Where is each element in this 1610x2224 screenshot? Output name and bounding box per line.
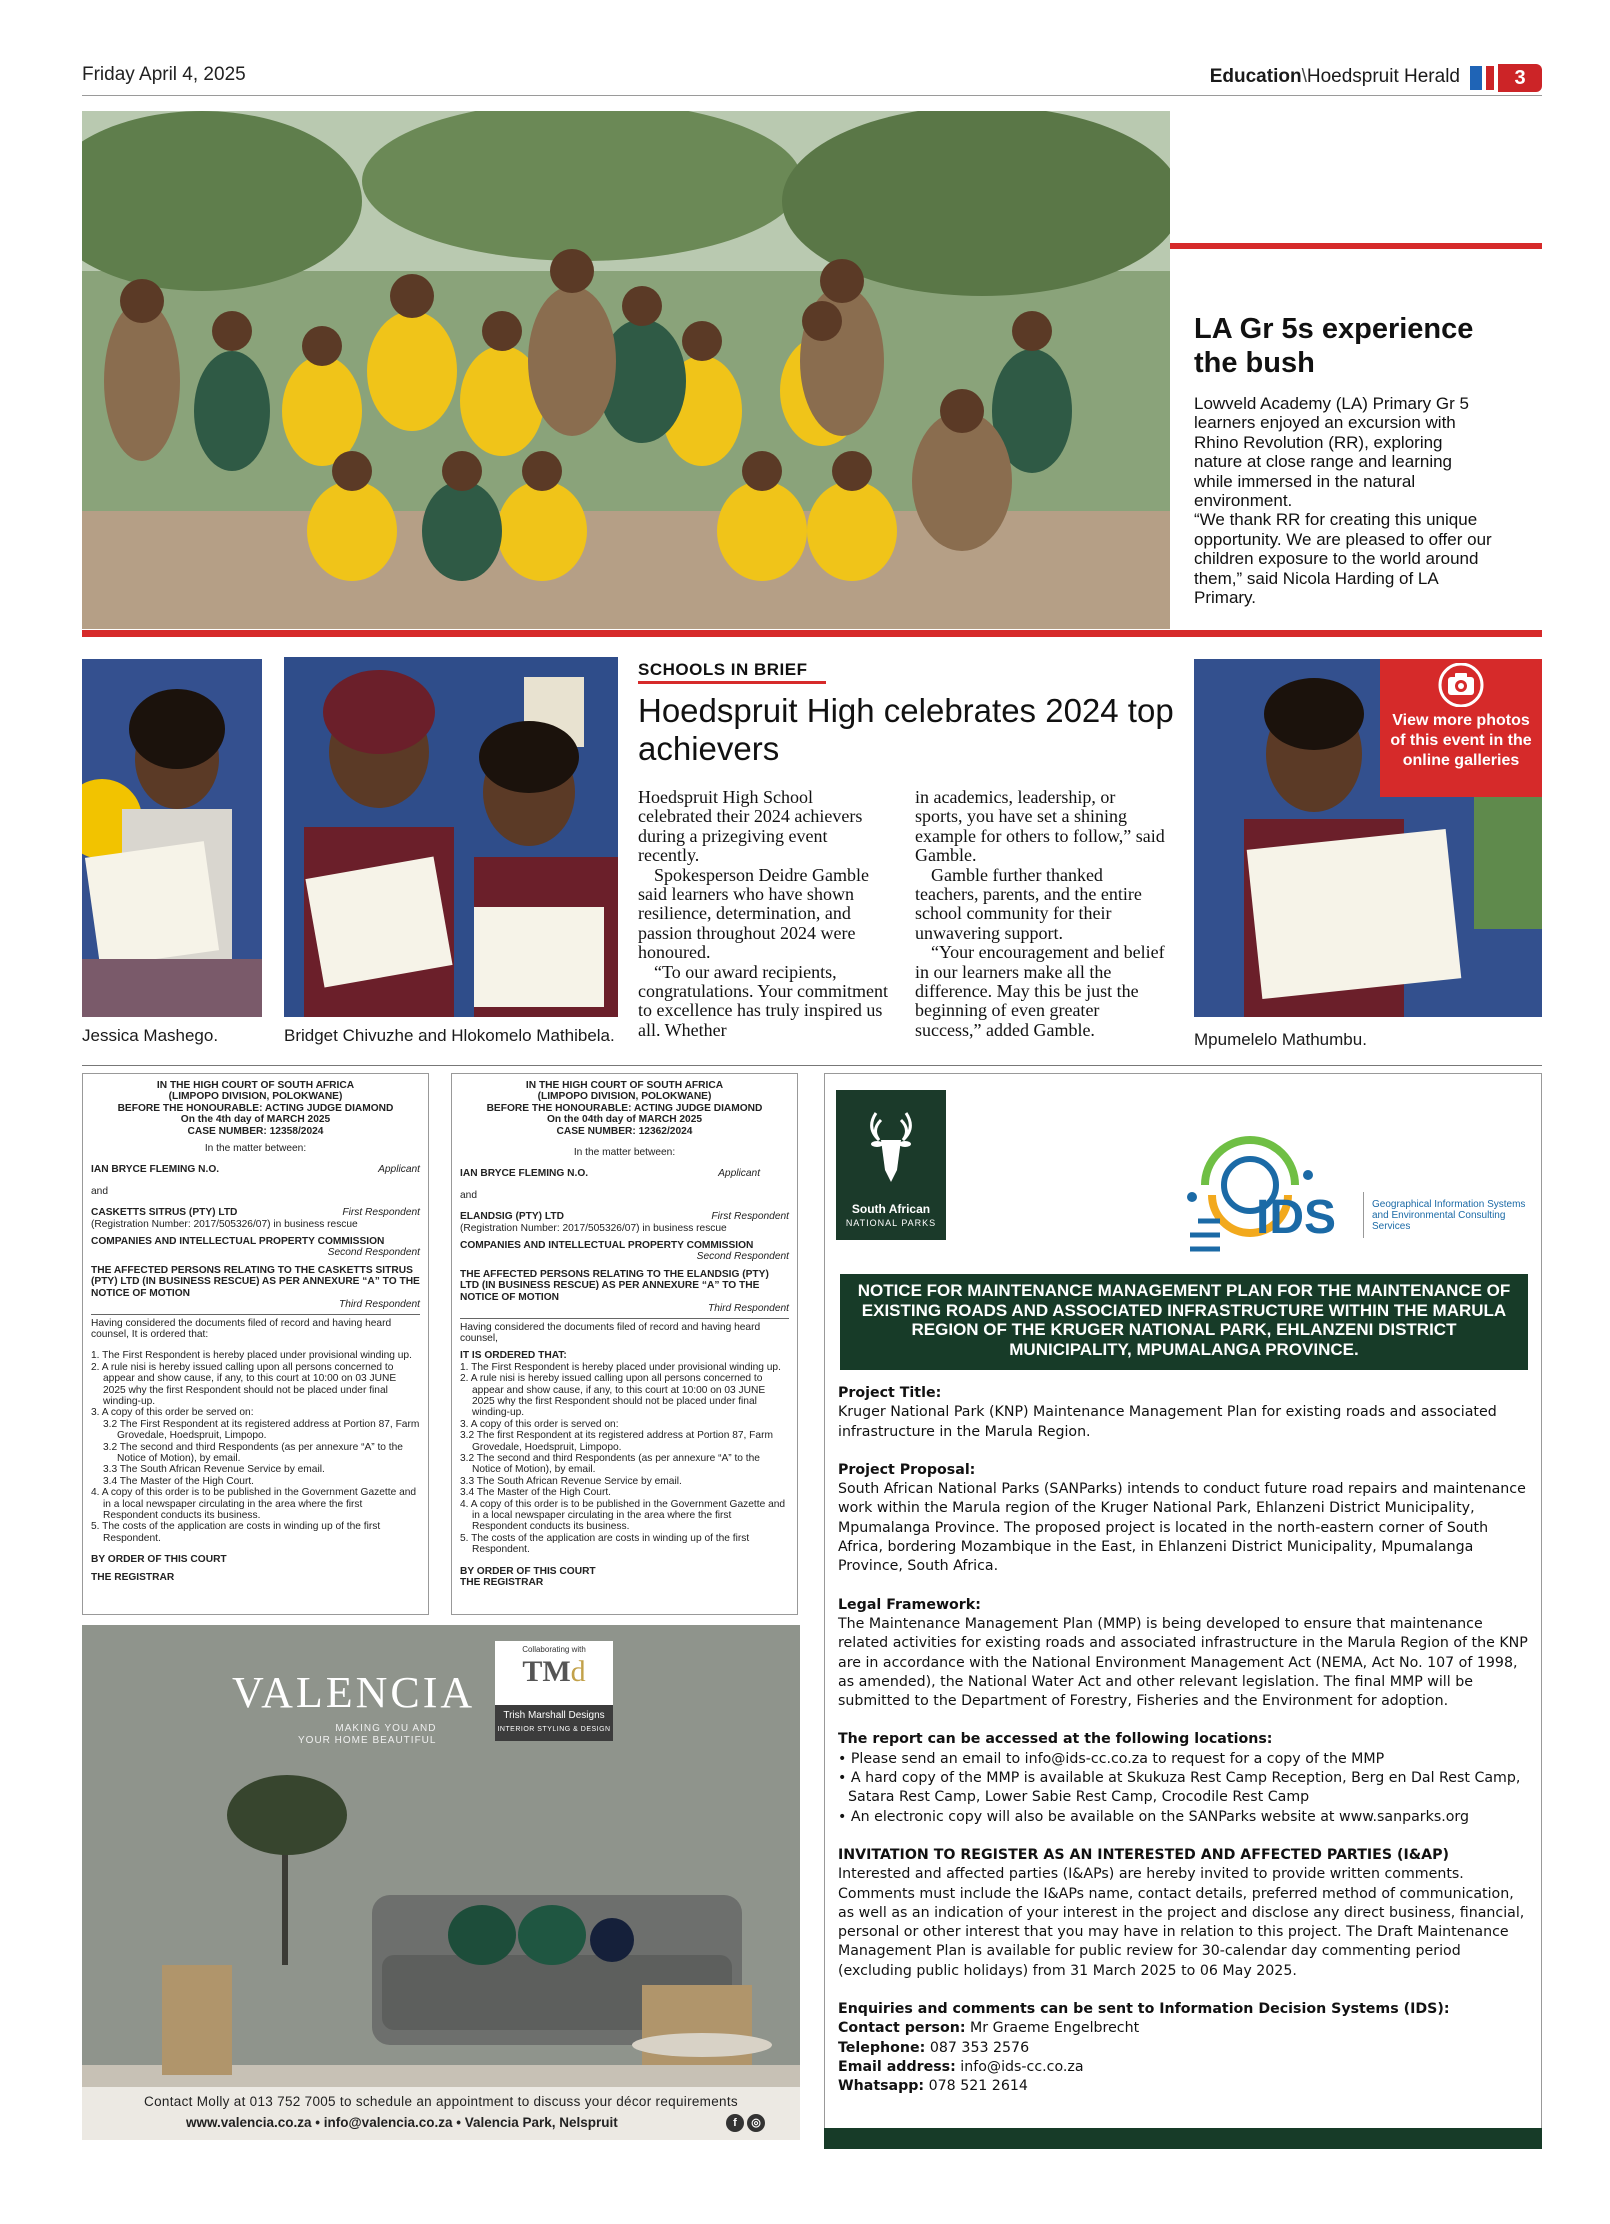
contact-line [838, 2019, 1528, 2038]
order-item: 5. The costs of the application are costs in winding up of the first Respondent. [460, 1532, 750, 1556]
court-division: (LIMPOPO DIVISION, POLOKWANE) [537, 1091, 712, 1103]
story-paragraph: “To our award recipients, congratulations. Your commitment to excellence has truly inspired us all. Whether [638, 961, 888, 1040]
court-name: IN THE HIGH COURT OF SOUTH AFRICA [156, 1080, 355, 1091]
and-label: and [91, 1185, 108, 1197]
story-paragraph: Lowveld Academy (LA) Primary Gr 5 learners enjoyed an excursion with Rhino Revolution (RR), exploring nature at close range and learning while immersed in the natural environment. [1194, 394, 1469, 511]
notice-block [838, 1596, 1528, 1712]
order-item: 4. A copy of this order is to be published in the Government Gazette and in a local newspaper circulating in the area where the first Respondent conducts its business. [460, 1498, 786, 1533]
online-gallery-promo[interactable] [1380, 659, 1542, 797]
contact-label: Email address: [838, 2058, 956, 2075]
court-name: IN THE HIGH COURT OF SOUTH AFRICA [525, 1080, 724, 1091]
order-item: 1. The First Respondent is hereby placed under provisional winding up. [91, 1350, 412, 1362]
valencia-tagline [298, 1723, 436, 1747]
matter-label: In the matter between: [204, 1143, 307, 1155]
kudu-icon [861, 1108, 921, 1188]
ids-wordmark: IDS [1256, 1191, 1337, 1244]
party-role: Applicant [718, 1168, 761, 1180]
registrar: THE REGISTRAR [460, 1577, 544, 1589]
contact-line [838, 2058, 1528, 2077]
party-role: Third Respondent [339, 1299, 420, 1311]
order-item: 3. A copy of this order be served on: [91, 1407, 254, 1419]
notice-block [838, 1846, 1528, 1981]
registration-number: (Registration Number: 2017/505326/07) in business rescue [460, 1222, 727, 1234]
notice-heading: The report can be accessed at the following locations: [838, 1731, 1273, 1748]
court-notice-casketts-sitrus [82, 1073, 429, 1615]
section-rule [82, 1065, 1542, 1066]
order-intro: Having considered the documents filed of record and having heard counsel, [460, 1321, 761, 1344]
party-row [460, 1211, 789, 1222]
sanparks-sub: NATIONAL PARKS [845, 1218, 937, 1228]
notice-bullet: • Please send an email to info@ids-cc.co.za to request for a copy of the MMP [838, 1750, 1385, 1767]
applicant-name: IAN BRYCE FLEMING N.O. [91, 1164, 220, 1176]
notice-text: Interested and affected parties (I&APs) are hereby invited to provide written comments. Comments must include the I&APs name, contact details, preferred method of communication, as well as an indication of your interest in the project and disclose any direct business, financial, personal or other interest that you may have in relation to this project. The Draft Maintenance Management Plan is available for public review for 30-calendar day commenting period (excluding public holidays) from 31 March 2025 to 06 May 2025. [838, 1866, 1525, 1979]
tmd-subtitle: INTERIOR STYLING & DESIGN [497, 1726, 611, 1733]
party-row [460, 1168, 789, 1179]
court-notice-elandsig [451, 1073, 798, 1615]
case-number: CASE NUMBER: 12362/2024 [556, 1125, 693, 1137]
notice-heading: Project Proposal: [838, 1461, 976, 1478]
story-headline: Hoedspruit High celebrates 2024 top achievers [638, 692, 1174, 767]
respondent-name: THE AFFECTED PERSONS RELATING TO THE ELANDSIG (PTY) LTD (IN BUSINESS RESCUE) AS PER ANNEXURE “A” TO THE NOTICE OF MOTION [460, 1268, 769, 1303]
story-paragraph: Gamble further thanked teachers, parents, and the entire school community for their unwavering support. [915, 864, 1142, 943]
party-role: Second Respondent [696, 1251, 789, 1263]
notice-block [838, 1461, 1528, 1577]
order-item: 1. The First Respondent is hereby placed under provisional winding up. [460, 1361, 781, 1373]
red-rule [82, 630, 1542, 637]
social-icons [726, 2113, 768, 2132]
order-item: 3.3 The South African Revenue Service by email. [460, 1475, 682, 1487]
and-label: and [460, 1189, 477, 1201]
ordered-label: IT IS ORDERED THAT: [460, 1350, 567, 1362]
section-kicker: SCHOOLS IN BRIEF [638, 660, 808, 679]
tmd-mark [495, 1655, 613, 1689]
party-role: Third Respondent [708, 1303, 789, 1315]
section-label [1210, 66, 1460, 88]
valencia-web[interactable]: www.valencia.co.za • info@valencia.co.za • Valencia Park, Nelspruit [186, 2115, 618, 2130]
facebook-icon[interactable]: f [726, 2114, 744, 2132]
section-separator: \ [1301, 66, 1307, 87]
court-division: (LIMPOPO DIVISION, POLOKWANE) [168, 1091, 343, 1103]
story-paragraph: Spokesperson Deidre Gamble said learners who have shown resilience, determination, and passion throughout 2024 were honoured. [638, 864, 869, 963]
contact-line [838, 2039, 1528, 2058]
divider [460, 1318, 789, 1319]
notice-text: Kruger National Park (KNP) Maintenance Management Plan for existing roads and associated infrastructure in the Marula Region. [838, 1404, 1497, 1440]
tmd-name-bar [495, 1705, 613, 1741]
page-number: 3 [1498, 64, 1542, 92]
valencia-advert [82, 1625, 800, 2140]
party-role: Second Respondent [327, 1247, 420, 1259]
photo-caption: Bridget Chivuzhe and Hlokomelo Mathibela. [284, 1026, 615, 1045]
respondent-name: COMPANIES AND INTELLECTUAL PROPERTY COMMISSION [91, 1236, 385, 1248]
matter-label: In the matter between: [573, 1147, 676, 1159]
order-item: 2. A rule nisi is hereby issued calling upon all persons concerned to appear and show cause, if any, to this court at 10:00 on 03 JUNE 2025 why the first Respondent should not be placed under final winding-up. [91, 1361, 397, 1407]
tagline-line: YOUR HOME BEAUTIFUL [298, 1735, 437, 1746]
court-judge: BEFORE THE HONOURABLE: ACTING JUDGE DIAMOND [117, 1102, 394, 1114]
order-item: 5. The costs of the application are costs in winding up of the first Respondent. [91, 1521, 381, 1544]
story-column [638, 788, 888, 1040]
order-subitem: 3.4 The Master of the High Court. [103, 1475, 255, 1487]
order-item: 3.4 The Master of the High Court. [460, 1487, 612, 1499]
gallery-promo-text: View more photos of this event in the online galleries [1390, 712, 1532, 769]
contact-value: Mr Graeme Engelbrecht [970, 2020, 1140, 2037]
respondent-name: COMPANIES AND INTELLECTUAL PROPERTY COMMISSION [460, 1240, 754, 1252]
contact-label: Contact person: [838, 2020, 966, 2037]
party-row [91, 1164, 420, 1175]
contact-value: 087 353 2576 [929, 2039, 1030, 2056]
registration-number: (Registration Number: 2017/505326/07) in business rescue [91, 1218, 358, 1230]
story-headline: LA Gr 5s experience the bush [1194, 313, 1474, 379]
photo-bridget-and-hlokomelo [284, 657, 618, 1017]
sanparks-logo [836, 1090, 946, 1240]
court-date: On the 4th day of MARCH 2025 [180, 1114, 331, 1126]
issue-date: Friday April 4, 2025 [82, 64, 246, 85]
order-subitem: 3.2 The second and third Respondents (as per annexure “A” to the Notice of Motion), by email. [103, 1441, 403, 1464]
story-column [915, 788, 1165, 1040]
order-subitem: 3.3 The South African Revenue Service by email. [103, 1464, 325, 1476]
tmd-name: Trish Marshall Designs [503, 1710, 605, 1721]
party-role: First Respondent [342, 1207, 420, 1219]
story-paragraph: “Your encouragement and belief in our learners make all the difference. May this be just the beginning of even greater success,” added Gamble. [915, 942, 1165, 1040]
instagram-icon[interactable]: ◎ [747, 2114, 765, 2132]
photo-caption: Mpumelelo Mathumbu. [1194, 1030, 1367, 1049]
red-rule [1170, 243, 1542, 249]
notice-heading: Enquiries and comments can be sent to Information Decision Systems (IDS): [838, 2001, 1450, 2018]
publication-name: Hoedspruit Herald [1306, 66, 1460, 87]
tmd-mark-letters: TM [522, 1655, 571, 1688]
case-number: CASE NUMBER: 12358/2024 [187, 1125, 324, 1137]
story-body [1194, 394, 1494, 607]
photo-caption: Jessica Mashego. [82, 1026, 219, 1045]
order-item: 4. A copy of this order is to be published in the Government Gazette and in a local newspaper circulating in the area where the first Respondent conducts its business. [91, 1487, 417, 1521]
notice-body [838, 1384, 1528, 2097]
court-date: On the 04th day of MARCH 2025 [546, 1114, 703, 1126]
header-red-block [1486, 66, 1494, 90]
story-paragraph: in academics, leadership, or sports, you have set a shining example for others to follow,” said Gamble. [915, 787, 1165, 866]
notice-bullet: • A hard copy of the MMP is available at Skukuza Rest Camp Reception, Berg en Dal Rest Camp, Satara Rest Camp, Lower Sabie Rest Camp, Crocodile Rest Camp [838, 1770, 1521, 1806]
by-order: BY ORDER OF THIS COURT [91, 1554, 227, 1566]
notice-banner: NOTICE FOR MAINTENANCE MANAGEMENT PLAN FOR THE MAINTENANCE OF EXISTING ROADS AND ASSOCIATED INFRASTRUCTURE WITHIN THE MARULA REGION OF THE KRUGER NATIONAL PARK, EHLANZENI DISTRICT MUNICIPALITY, MPUMALANGA PROVINCE. [840, 1274, 1528, 1370]
notice-block [838, 2000, 1528, 2096]
sanparks-name: South African [851, 1202, 931, 1216]
story-paragraph: Hoedspruit High School celebrated their 2024 achievers during a prizegiving event recently. [638, 787, 863, 866]
notice-bullet: • An electronic copy will also be available on the SANParks website at www.sanparks.org [838, 1808, 1470, 1825]
order-intro: Having considered the documents filed of record and having heard counsel, It is ordered that: [91, 1317, 392, 1340]
court-judge: BEFORE THE HONOURABLE: ACTING JUDGE DIAMOND [486, 1102, 763, 1114]
camera-icon [1437, 663, 1485, 707]
order-item: 3.2 The second and third Respondents (as per annexure “A” to the Notice of Motion), by email. [460, 1452, 760, 1476]
header-rule [82, 95, 1542, 96]
contact-label: Telephone: [838, 2039, 926, 2056]
respondent-name: ELANDSIG (PTY) LTD [460, 1211, 564, 1223]
tmd-collab-logo [495, 1641, 613, 1741]
collab-label: Collaborating with [522, 1645, 586, 1654]
notice-text: The Maintenance Management Plan (MMP) is being developed to ensure that maintenance related activities for existing roads and associated infrastructure in the Marula Region of the KNP are in accordance with the National Environment Management Act (NEMA, Act No. 107 of 1998, as amended), the National Water Act and other relevant legislation. The final MMP will be submitted to the Department of Forestry, Fisheries and the Environment for adoption. [838, 1615, 1528, 1710]
section-name: Education [1209, 66, 1302, 87]
notice-heading: Legal Framework: [838, 1596, 981, 1613]
notice-heading: INVITATION TO REGISTER AS AN INTERESTED AND AFFECTED PARTIES (I&AP) [838, 1846, 1450, 1863]
contact-value[interactable]: info@ids-cc.co.za [960, 2058, 1084, 2075]
tagline-line: MAKING YOU AND [335, 1723, 437, 1734]
party-row [91, 1207, 420, 1218]
contact-line [838, 2077, 1528, 2096]
registrar: THE REGISTRAR [91, 1571, 175, 1583]
order-item: 3.2 The first Respondent at its registered address at Portion 87, Farm Grovedale, Hoedspruit, Limpopo. [460, 1430, 773, 1453]
respondent-name: THE AFFECTED PERSONS RELATING TO THE CASKETTS SITRUS (PTY) LTD (IN BUSINESS RESCUE) AS PER ANNEXURE “A” TO THE NOTICE OF MOTION [91, 1264, 420, 1299]
kicker-underline [638, 681, 826, 684]
order-item: 2. A rule nisi is hereby issued calling upon all persons concerned to appear and show cause, if any, to this court at 10:00 on 03 JUNE 2025 why the first Respondent should not be placed under final winding-up. [460, 1373, 766, 1419]
tmd-mark-accent: d [570, 1655, 586, 1688]
valencia-contact: Contact Molly at 013 752 7005 to schedule an appointment to discuss your décor requirements [144, 2094, 738, 2109]
valencia-logo: VALENCIA [232, 1668, 476, 1717]
by-order: BY ORDER OF THIS COURT [460, 1565, 596, 1577]
notice-text: South African National Parks (SANParks) intends to conduct future road repairs and maintenance work within the Marula region of the Kruger National Park, Ehlanzeni District Municipality, Mpumalanga Province. The proposed project is located in the north-eastern corner of South Africa, bordering Mozambique in the East, in Ehlanzeni District Municipality, Mpumalanga Province, South Africa. [838, 1481, 1526, 1575]
party-role: Applicant [378, 1164, 420, 1176]
notice-block [838, 1384, 1528, 1442]
ids-description: Geographical Information Systems and Environmental Consulting Services [1372, 1199, 1526, 1232]
contact-label: Whatsapp: [838, 2078, 925, 2095]
photo-jessica-mashego [82, 659, 262, 1017]
notice-block [838, 1730, 1528, 1826]
party-role: First Respondent [711, 1211, 789, 1223]
divider [91, 1314, 420, 1315]
notice-footer-bar [824, 2128, 1542, 2149]
logo-divider [1363, 1192, 1364, 1238]
header-blue-block [1470, 66, 1482, 90]
order-subitem: 3.2 The First Respondent at its registered address at Portion 87, Farm Grovedale, Hoedspruit, Limpopo. [103, 1418, 420, 1442]
notice-heading: Project Title: [838, 1385, 942, 1401]
story-paragraph: “We thank RR for creating this unique opportunity. We are pleased to offer our children exposure to the world around them,” said Nicola Harding of LA Primary. [1194, 510, 1492, 608]
applicant-name: IAN BRYCE FLEMING N.O. [460, 1168, 589, 1180]
contact-value: 078 521 2614 [928, 2078, 1028, 2095]
respondent-name: CASKETTS SITRUS (PTY) LTD [91, 1207, 238, 1219]
order-item: 3. A copy of this order is served on: [460, 1418, 619, 1430]
group-photo-bush-excursion [82, 111, 1170, 629]
